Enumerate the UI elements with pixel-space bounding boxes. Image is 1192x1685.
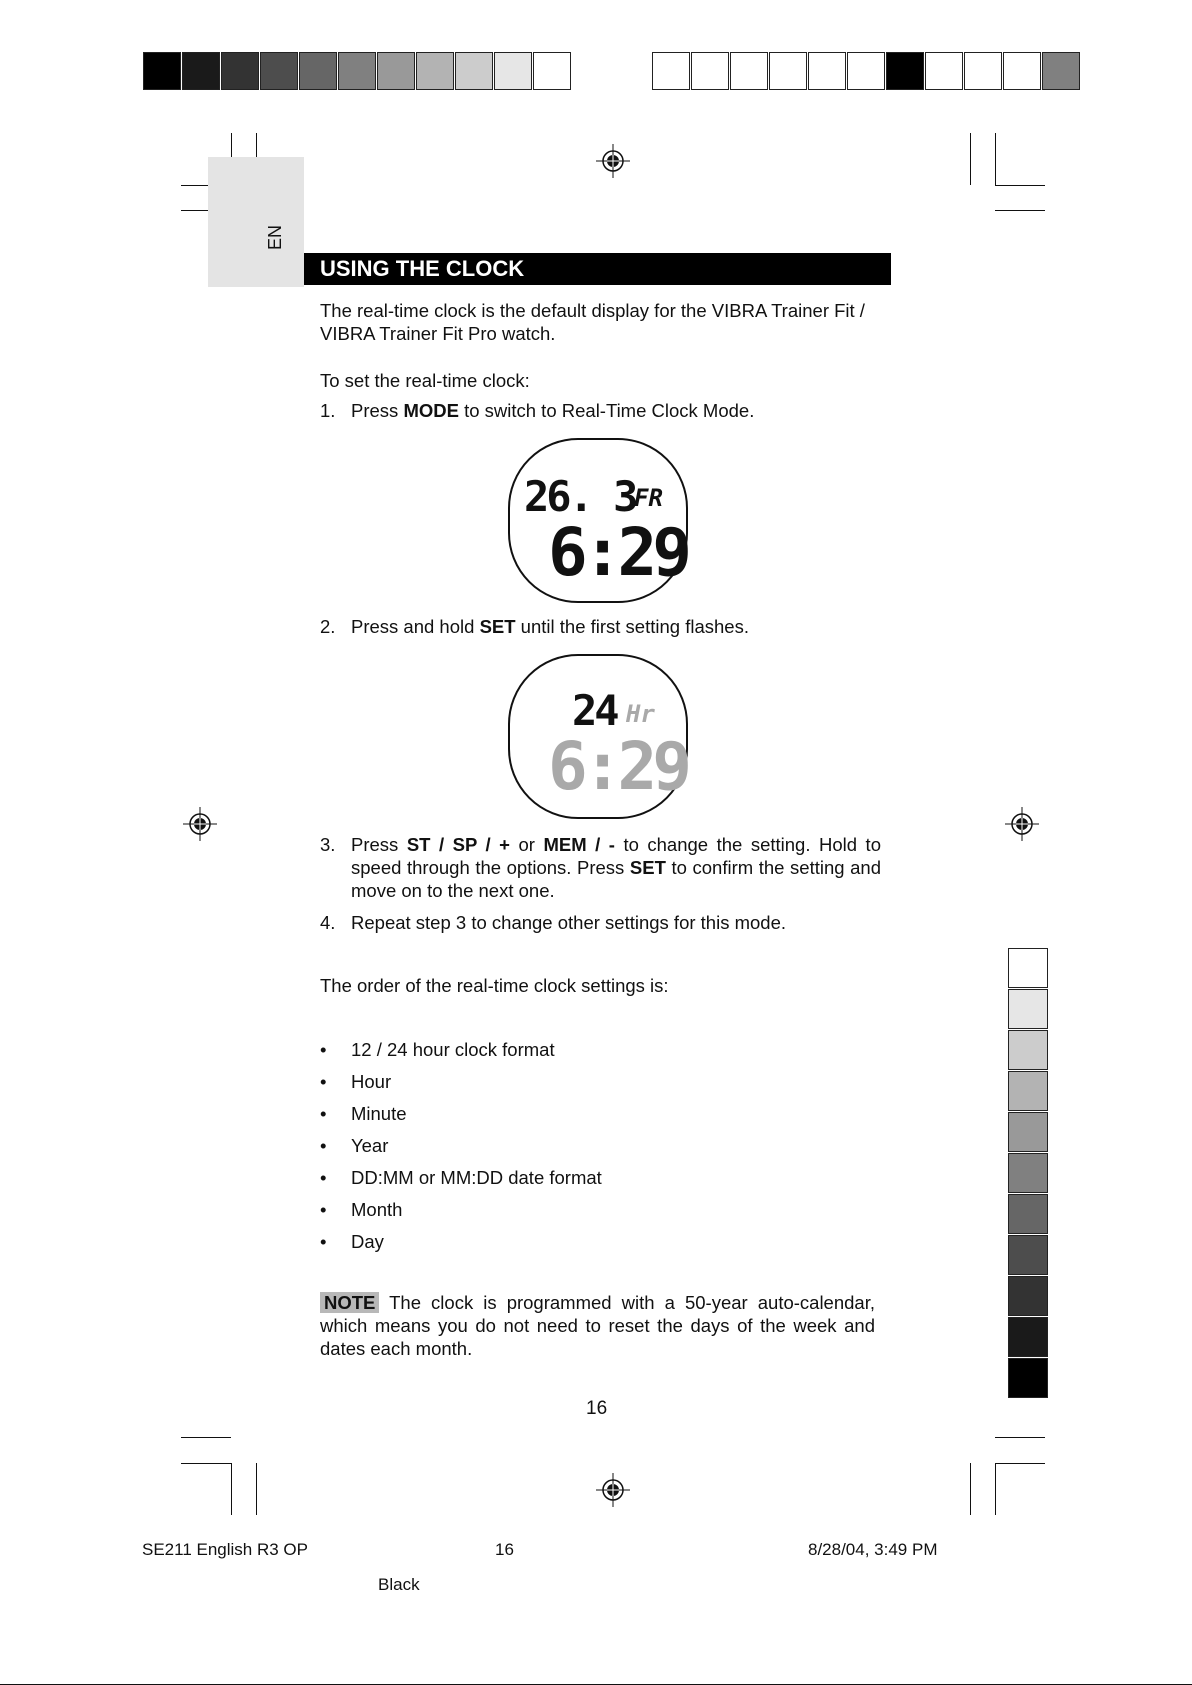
color-swatch — [769, 52, 807, 90]
registration-bar-right — [652, 52, 1081, 92]
language-tab — [208, 157, 304, 287]
color-swatch — [886, 52, 924, 90]
color-swatch — [1003, 52, 1041, 90]
footer-file: SE211 English R3 OP — [142, 1540, 308, 1559]
color-swatch — [1008, 1153, 1048, 1193]
list-item: Minute — [351, 1103, 407, 1124]
step-1: Press MODE to switch to Real-Time Clock Mode. — [351, 400, 755, 421]
color-swatch — [1008, 948, 1048, 988]
color-swatch — [652, 52, 690, 90]
crop-mark — [995, 133, 996, 185]
list-item: Hour — [351, 1071, 392, 1092]
lcd-day: FR — [634, 484, 663, 512]
color-swatch — [1008, 1071, 1048, 1111]
list-item: DD:MM or MM:DD date format — [351, 1167, 602, 1188]
color-swatch — [143, 52, 181, 90]
registration-target-icon — [596, 1473, 630, 1507]
step-number: 4. — [320, 912, 336, 933]
registration-target-icon — [596, 144, 630, 178]
crop-mark — [995, 210, 1045, 211]
crop-mark — [995, 1463, 996, 1515]
color-swatch — [1008, 1030, 1048, 1070]
color-swatch — [1008, 1276, 1048, 1316]
list-item: Year — [351, 1135, 389, 1156]
color-swatch — [730, 52, 768, 90]
step-number: 1. — [320, 400, 336, 421]
step-number: 2. — [320, 616, 336, 637]
bullet-icon: • — [320, 1039, 327, 1060]
note-paragraph: NOTE The clock is programmed with a 50-year auto-calendar, which means you do not need to reset the days of the week and dates each month. — [320, 1292, 875, 1359]
color-swatch — [808, 52, 846, 90]
color-swatch — [1008, 1112, 1048, 1152]
page-number: 16 — [586, 1398, 608, 1419]
color-swatch — [299, 52, 337, 90]
color-swatch — [691, 52, 729, 90]
intro-paragraph: The real-time clock is the default display for the VIBRA Trainer Fit / VIBRA Trainer Fit Pro watch. — [320, 300, 865, 344]
bullet-icon: • — [320, 1199, 327, 1220]
color-swatch — [1008, 1317, 1048, 1357]
color-swatch — [182, 52, 220, 90]
step-4: Repeat step 3 to change other settings for this mode. — [351, 912, 787, 933]
color-swatch — [377, 52, 415, 90]
color-swatch — [1008, 1358, 1048, 1398]
crop-mark — [231, 1463, 232, 1515]
list-item: Day — [351, 1231, 384, 1252]
color-swatch — [925, 52, 963, 90]
color-swatch — [1008, 989, 1048, 1029]
color-swatch — [1008, 1235, 1048, 1275]
color-swatch — [1042, 52, 1080, 90]
color-swatch — [338, 52, 376, 90]
bullet-icon: • — [320, 1103, 327, 1124]
lcd-unit: Hr — [626, 700, 655, 728]
color-swatch — [964, 52, 1002, 90]
color-swatch — [533, 52, 571, 90]
list-item: Month — [351, 1199, 403, 1220]
bullet-icon: • — [320, 1167, 327, 1188]
bullet-icon: • — [320, 1231, 327, 1252]
registration-target-icon — [1005, 807, 1039, 841]
crop-mark — [256, 1463, 257, 1515]
section-title: USING THE CLOCK — [304, 253, 891, 285]
note-badge: NOTE — [320, 1292, 379, 1313]
lcd-setting: 24 — [572, 686, 617, 735]
bullet-icon: • — [320, 1135, 327, 1156]
color-swatch — [455, 52, 493, 90]
crop-mark — [995, 185, 1045, 186]
crop-mark — [181, 1437, 231, 1438]
order-intro: The order of the real-time clock settings is: — [320, 975, 669, 996]
crop-mark — [181, 1463, 231, 1464]
grayscale-bar-left — [143, 52, 572, 92]
watch-display-clock — [508, 438, 688, 603]
list-item: 12 / 24 hour clock format — [351, 1039, 555, 1060]
watch-display-setting — [508, 654, 688, 819]
footer-page: 16 — [495, 1540, 514, 1559]
set-intro: To set the real-time clock: — [320, 370, 530, 391]
color-swatch — [494, 52, 532, 90]
color-swatch — [416, 52, 454, 90]
bullet-icon: • — [320, 1071, 327, 1092]
registration-target-icon — [183, 807, 217, 841]
lcd-date: 26. 3 — [524, 472, 636, 521]
footer-date: 8/28/04, 3:49 PM — [808, 1540, 938, 1559]
grayscale-bar-side — [1008, 948, 1048, 1399]
lcd-time: 6:29 — [548, 514, 687, 591]
step-2: Press and hold SET until the first setting flashes. — [351, 616, 749, 637]
color-swatch — [1008, 1194, 1048, 1234]
color-swatch — [221, 52, 259, 90]
step-number: 3. — [320, 834, 336, 855]
language-label: EN — [265, 224, 285, 250]
color-swatch — [847, 52, 885, 90]
color-swatch — [260, 52, 298, 90]
lcd-time-dim: 6:29 — [548, 728, 687, 805]
crop-mark — [970, 1463, 971, 1515]
crop-mark — [995, 1463, 1045, 1464]
crop-mark — [970, 133, 971, 185]
step-3: Press ST / SP / + or MEM / - to change the setting. Hold to speed through the options. Press SET to confirm the setting and move on to the next one. — [351, 834, 882, 901]
footer-plate: Black — [378, 1575, 420, 1594]
crop-mark — [995, 1437, 1045, 1438]
